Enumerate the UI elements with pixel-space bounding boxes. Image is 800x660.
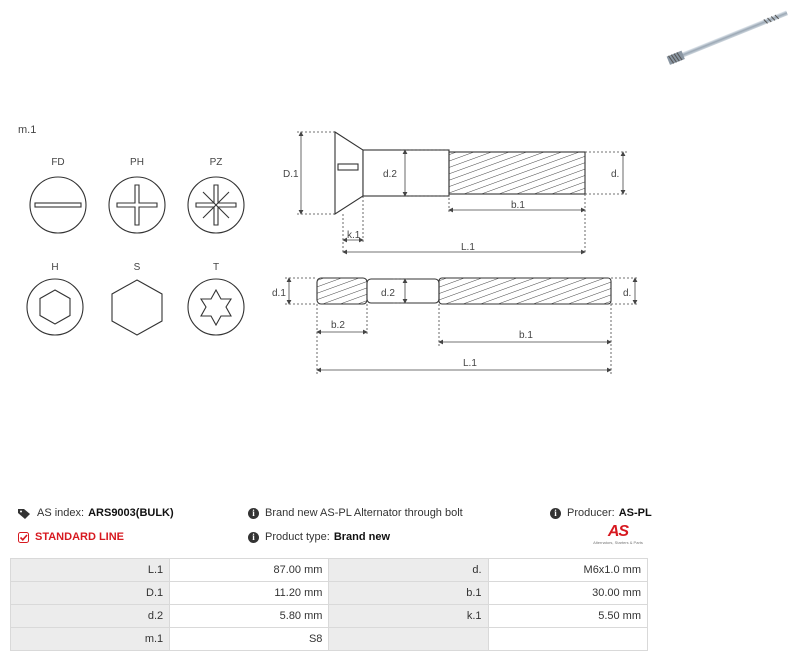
spec-key: d. — [329, 559, 488, 582]
spec-value: 30.00 mm — [488, 582, 647, 605]
info-icon: i — [550, 508, 561, 519]
spec-key: k.1 — [329, 605, 488, 628]
logo-mark: AS — [607, 523, 629, 540]
producer-row — [550, 507, 652, 519]
description-row — [248, 507, 463, 519]
table-row — [11, 605, 648, 628]
product-type-label: Product type: — [265, 531, 330, 543]
spec-key: d.2 — [11, 605, 170, 628]
dim-D1-label: D.1 — [283, 169, 299, 180]
hex-socket-head-icon — [27, 279, 83, 335]
spec-value: S8 — [170, 628, 329, 651]
logo-tagline: Alternators, Starters & Parts — [593, 540, 643, 545]
head-types-panel — [0, 150, 270, 340]
product-type-row — [248, 531, 390, 543]
hex-head-icon — [112, 280, 162, 335]
info-icon: i — [248, 532, 259, 543]
dim-d-bottom-label: d. — [623, 288, 632, 299]
phillips-head-icon — [109, 177, 165, 233]
product-type-value: Brand new — [333, 531, 391, 543]
standard-line-row — [18, 531, 124, 543]
spec-value: M6x1.0 mm — [488, 559, 647, 582]
head-type-fd-label: FD — [51, 157, 65, 168]
spec-key — [329, 628, 488, 651]
head-type-t-label: T — [212, 262, 220, 273]
product-thumbnail — [656, 8, 796, 68]
dim-L1-label: L.1 — [461, 242, 475, 253]
dim-b2-label: b.2 — [331, 320, 345, 331]
dim-L1-bottom-label: L.1 — [463, 358, 477, 369]
table-row — [11, 628, 648, 651]
dim-b1-label: b.1 — [511, 200, 525, 211]
tag-icon — [18, 508, 31, 519]
torx-head-icon — [188, 279, 244, 335]
as-index-label: AS index: — [37, 507, 85, 519]
double-end-rod-drawing — [272, 270, 645, 380]
spec-value: 11.20 mm — [170, 582, 329, 605]
as-index-row — [18, 507, 174, 519]
spec-key: m.1 — [11, 628, 170, 651]
spec-key: b.1 — [329, 582, 488, 605]
dim-b1-bottom-label: b.1 — [519, 330, 533, 341]
producer-label: Producer: — [567, 507, 615, 519]
spec-value: 5.80 mm — [170, 605, 329, 628]
head-type-pz-label: PZ — [209, 157, 223, 168]
dim-d2-label: d.2 — [383, 169, 397, 180]
head-type-s-label: S — [133, 262, 141, 273]
as-pl-logo — [586, 524, 650, 545]
standard-line-badge: STANDARD LINE — [35, 531, 125, 543]
spec-value — [488, 628, 647, 651]
spec-table — [10, 558, 648, 651]
drive-size-label: m.1 — [18, 124, 37, 136]
dim-k1-label: k.1 — [347, 230, 361, 241]
checkbox-checked-icon — [18, 532, 29, 543]
head-type-h-label: H — [51, 262, 59, 273]
as-index-value: ARS9003(BULK) — [88, 507, 174, 519]
head-type-ph-label: PH — [130, 157, 144, 168]
spec-value: 5.50 mm — [488, 605, 647, 628]
dim-d-label: d. — [611, 169, 620, 180]
dim-d1-label: d.1 — [272, 288, 286, 299]
spec-key: L.1 — [11, 559, 170, 582]
countersunk-bolt-drawing — [275, 122, 635, 262]
spec-key: D.1 — [11, 582, 170, 605]
table-row — [11, 559, 648, 582]
table-row — [11, 582, 648, 605]
slotted-head-icon — [30, 177, 86, 233]
spec-value: 87.00 mm — [170, 559, 329, 582]
info-icon: i — [248, 508, 259, 519]
pozidriv-head-icon — [188, 177, 244, 233]
product-description: Brand new AS-PL Alternator through bolt — [265, 507, 463, 519]
producer-value: AS-PL — [618, 507, 652, 519]
dim-d2-bottom-label: d.2 — [381, 288, 395, 299]
